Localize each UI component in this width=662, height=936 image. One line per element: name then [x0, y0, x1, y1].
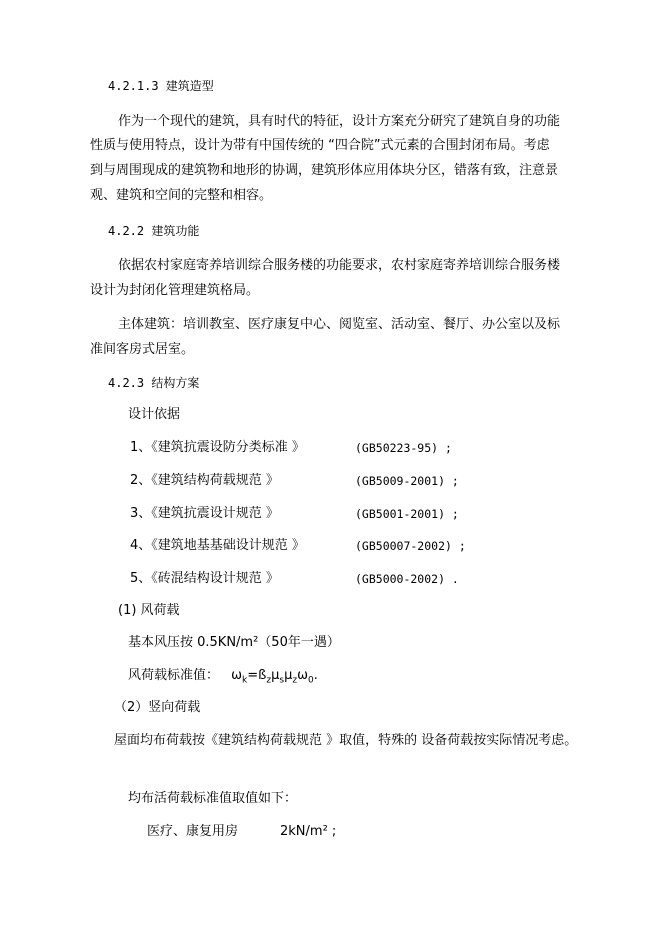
heading-4-2-3: 4.2.3 结构方案 [108, 376, 200, 390]
paragraph-line: 主体建筑：培训教室、医疗康复中心、阅览室、活动室、餐厅、办公室以及标 [118, 317, 561, 332]
heading-4-2-2: 4.2.2 建筑功能 [108, 224, 200, 238]
standard-name: 3、《建筑抗震设计规范 》 [130, 506, 279, 521]
standard-code: (GB50223-95) ; [355, 441, 452, 455]
wind-formula: $\omega_k=ß_z\mu_s\mu_z\omega_0$. [231, 668, 318, 686]
live-load-title: 均布活荷载标准值取值如下： [128, 791, 298, 806]
paragraph-line: 性质与使用特点，设计为带有中国传统的 “四合院”式元素的合围封闭布局。考虑 [90, 138, 550, 153]
vertical-load-desc: 屋面均布荷载按《建筑结构荷载规范 》取值，特殊的 设备荷载按实际情况考虑。 [114, 733, 578, 748]
paragraph-line: 到与周围现成的建筑物和地形的协调，建筑形体应用体块分区，错落有致，注意景 [90, 163, 559, 178]
standard-code: (GB50007-2002) ; [355, 539, 466, 553]
standard-name: 2、《建筑结构荷载规范 》 [130, 473, 279, 488]
vertical-load-title: （2）竖向荷载 [114, 700, 201, 715]
standard-code: (GB5001-2001) ; [355, 507, 459, 521]
paragraph-line: 观、建筑和空间的完整和相容。 [90, 188, 273, 203]
wind-pressure: 基本风压按 0.5KN/m²（50年一遇） [128, 635, 340, 650]
standard-name: 4、《建筑地基基础设计规范 》 [130, 538, 305, 553]
heading-4-2-1-3: 4.2.1.3 建筑造型 [108, 79, 214, 93]
wind-load-title: (1) 风荷载 [118, 603, 180, 618]
standard-code: (GB5000-2002) . [355, 572, 459, 586]
paragraph-line: 设计为封闭化管理建筑格局。 [90, 283, 260, 298]
design-basis-title: 设计依据 [128, 407, 181, 422]
paragraph-line: 准间客房式居室。 [90, 342, 195, 357]
standard-code: (GB5009-2001) ; [355, 474, 459, 488]
paragraph-line: 作为一个现代的建筑，具有时代的特征，设计方案充分研究了建筑自身的功能 [118, 114, 561, 129]
live-load-value: 2kN/m² ; [280, 824, 337, 839]
wind-standard-value: 风荷载标准值： $\omega_k=ß_z\mu_s\mu_z\omega_0$. [128, 668, 318, 686]
standard-name: 1、《建筑抗震设防分类标准 》 [130, 440, 305, 455]
paragraph-line: 依据农村家庭寄养培训综合服务楼的功能要求，农村家庭寄养培训综合服务楼 [118, 258, 561, 273]
standard-name: 5、《砖混结构设计规范 》 [130, 571, 279, 586]
live-load-room: 医疗、康复用房 [147, 824, 239, 839]
